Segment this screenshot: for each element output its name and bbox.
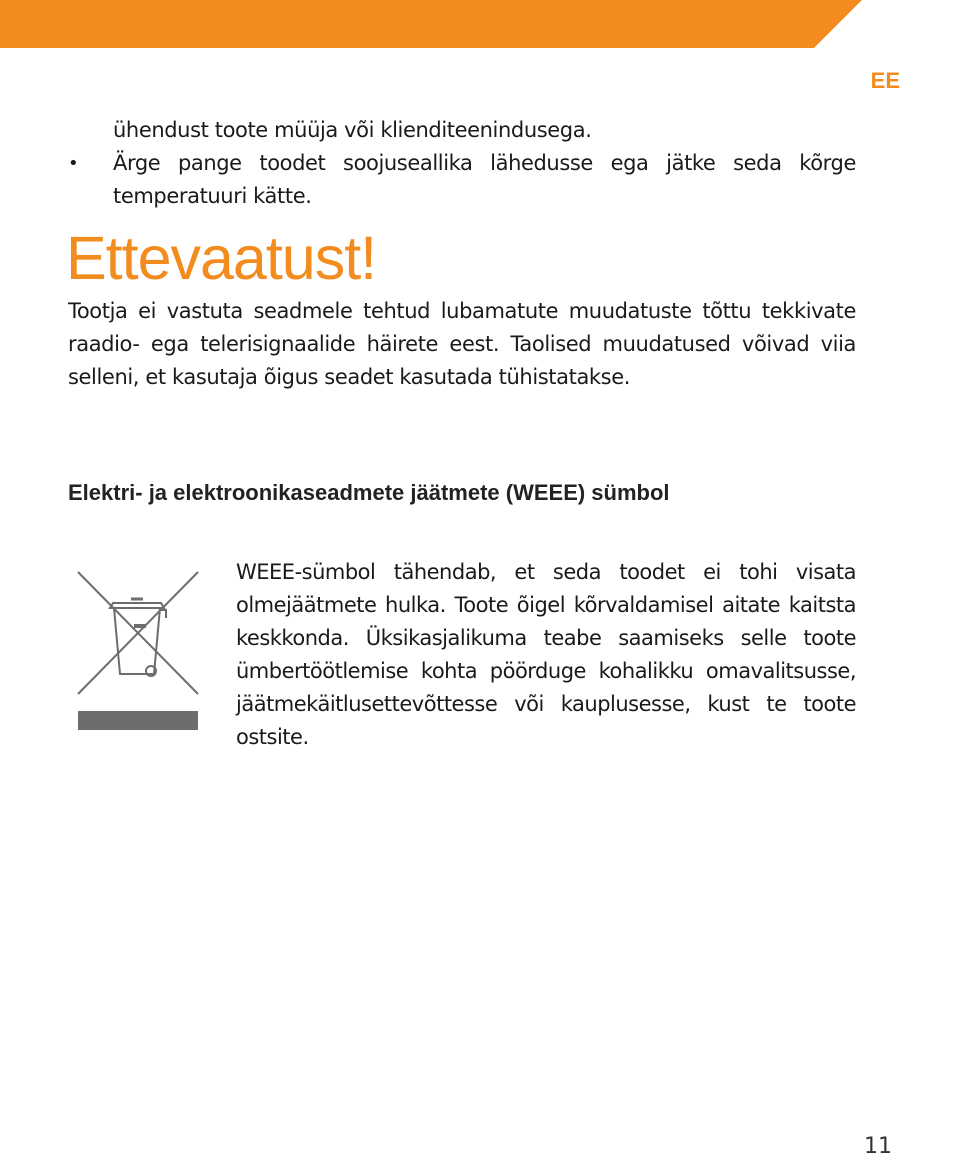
- weee-heading: Elektri- ja elektroonikaseadmete jäätmete (WEEE) sümbol: [68, 480, 670, 505]
- caution-title: Ettevaatust!: [66, 224, 377, 292]
- caution-paragraph: Tootja ei vastuta seadmele tehtud lubamatute muudatuste tõttu tekkivate raadio- ega telerisignaalide häirete eest. Taolised muudatused võivad viia selleni, et kasutaja õigus seadet kasutada tühistatakse.: [68, 299, 856, 389]
- bullet-text: Ärge pange toodet soojuseallika lähedusse ega jätke seda kõrge temperatuuri kätte.: [113, 151, 856, 208]
- list-item: [68, 147, 856, 213]
- weee-underline-bar: [78, 711, 198, 730]
- weee-paragraph: WEEE-sümbol tähendab, et seda toodet ei tohi visata olmejäätmete hulka. Toote õigel kõrvaldamisel aitate kaitsta keskkonda. Üksikasjalikuma teabe saamiseks selle toote ümbertöötlemise kohta pöörduge kohalikku omavalitsusse, jäätmekäitlusettevõttesse või kauplusesse, kust te toote ostsite.: [236, 560, 856, 749]
- header-accent-bar: [0, 0, 862, 48]
- page-number: 11: [864, 1134, 892, 1159]
- bullet-list: [68, 147, 856, 213]
- bullet-marker: •: [68, 153, 79, 174]
- continued-paragraph: ühendust toote müüja või klienditeenindusega.: [113, 118, 592, 142]
- crossed-out-wheelie-bin-icon: [76, 570, 200, 732]
- language-code: EE: [870, 68, 900, 93]
